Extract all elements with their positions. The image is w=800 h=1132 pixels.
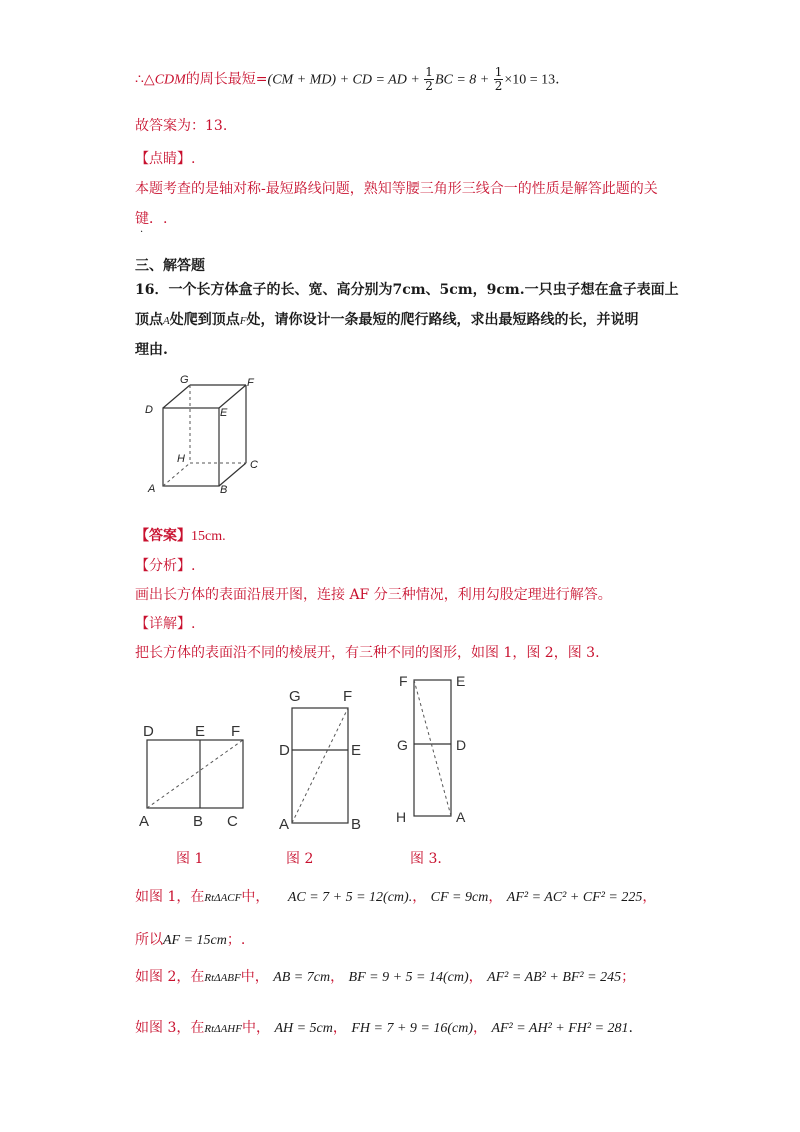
- vertex-a: A: [163, 315, 170, 327]
- fig3-label-f: F: [399, 673, 408, 689]
- fig3-label-d: D: [456, 737, 467, 753]
- figure-1-caption: 图 1: [176, 851, 204, 867]
- triangle-cdm: CDM: [154, 72, 186, 88]
- solution-2: 如图 2，在RtΔABF中， AB = 7cm， BF = 9 + 5 = 14(cm)， AF² = AB² + BF² = 245；: [135, 969, 636, 985]
- problem-line-2: [135, 309, 638, 329]
- sol1-eq-af: AF² = AC² + CF² = 225: [506, 890, 643, 905]
- fraction-den: 2: [425, 79, 433, 93]
- solution-1b: [135, 929, 245, 949]
- formula-part-a: (CM + MD) + CD = AD +: [267, 72, 424, 88]
- sol1b-end: ；.: [226, 932, 246, 948]
- label-e: E: [220, 407, 228, 419]
- dianjing-label: 【点睛】.: [135, 151, 196, 167]
- sol2-eq-bf: BF = 9 + 5 = 14(cm): [348, 970, 469, 985]
- problem-text: 处爬到顶点: [169, 312, 240, 328]
- fig1-label-f: F: [231, 723, 241, 740]
- fig2-label-f: F: [343, 688, 353, 705]
- label-a: A: [148, 483, 156, 495]
- label-d: D: [145, 404, 153, 416]
- vertex-f: F: [239, 315, 247, 327]
- sol1-eq-cf: CF = 9cm: [430, 890, 489, 905]
- therefore-line: [135, 66, 560, 93]
- sol3-prefix: 如图 3，在: [135, 1020, 205, 1036]
- fig1-label-a: A: [139, 813, 150, 830]
- detail-label: 【详解】.: [135, 616, 196, 632]
- figure-1: [135, 718, 255, 833]
- fraction-den: 2: [494, 79, 503, 93]
- figure-2: [275, 683, 375, 833]
- therefore-symbol: ∴△: [135, 71, 155, 88]
- sol2-triangle: RtΔABF: [204, 972, 241, 984]
- fig2-label-g: G: [289, 688, 301, 705]
- perimeter-text: 的周长最短=: [185, 71, 268, 88]
- label-g: G: [180, 374, 189, 386]
- sol1-eq-ac: AC = 7 + 5 = 12(cm).: [287, 890, 413, 905]
- problem-line-3: 理由.: [135, 342, 168, 358]
- answer-line: [135, 525, 226, 545]
- fig3-label-a: A: [456, 809, 466, 825]
- sol2-eq-ab: AB = 7cm: [273, 970, 331, 985]
- fig1-label-e: E: [195, 723, 206, 740]
- figure-3-caption: 图 3.: [410, 851, 442, 867]
- sol3-eq-fh: FH = 7 + 9 = 16(cm): [351, 1021, 473, 1036]
- detail-text: 把长方体的表面沿不同的棱展开，有三种不同的图形，如图 1，图 2，图 3.: [135, 645, 600, 661]
- label-f: F: [247, 377, 254, 389]
- sol1-triangle: RtΔACF: [204, 892, 242, 904]
- fig3-label-e: E: [456, 673, 466, 689]
- sol3-mid: 中，: [241, 1020, 270, 1036]
- formula-part-b: BC = 8 +: [434, 72, 493, 88]
- solution-1: 如图 1，在RtΔACF中， AC = 7 + 5 = 12(cm).， CF = 9cm， AF² = AC² + CF² = 225，: [135, 889, 657, 905]
- fig3-label-h: H: [396, 809, 407, 825]
- fraction-num: 1: [494, 65, 503, 79]
- label-h: H: [177, 453, 185, 465]
- figure-3: [390, 672, 480, 832]
- answer-prev: 故答案为：13.: [135, 118, 228, 134]
- fig2-label-a: A: [279, 816, 290, 833]
- fig3-label-g: G: [397, 737, 408, 753]
- fig2-label-e: E: [351, 742, 362, 759]
- label-c: C: [250, 459, 258, 471]
- sol3-eq-af: AF² = AH² + FH² = 281: [491, 1021, 629, 1036]
- cuboid-diagram: [140, 372, 280, 502]
- sol1b-prefix: 所以: [135, 932, 163, 948]
- problem-line-1: 16．一个长方体盒子的长、宽、高分别为7cm、5cm，9cm.一只虫子想在盒子表面上: [135, 282, 679, 298]
- answer-label: 【答案】: [135, 528, 191, 544]
- fig2-label-b: B: [351, 816, 362, 833]
- fig1-label-b: B: [193, 813, 204, 830]
- sol1-end: ，: [642, 889, 657, 905]
- figure-2-caption: 图 2: [286, 851, 314, 867]
- analysis-label: 【分析】.: [135, 558, 196, 574]
- solution-3: 如图 3，在RtΔAHF中， AH = 5cm， FH = 7 + 9 = 16(cm)， AF² = AH² + FH² = 281.: [135, 1020, 633, 1036]
- sol2-end: ；: [621, 969, 636, 985]
- label-b: B: [220, 484, 228, 496]
- cuboid-front-face: [163, 408, 219, 486]
- sol2-eq-af: AF² = AB² + BF² = 245: [487, 970, 622, 985]
- sol3-end: .: [628, 1020, 633, 1036]
- comment-line-1: 本题考查的是轴对称-最短路线问题，熟知等腰三角形三线合一的性质是解答此题的关: [135, 181, 658, 197]
- section-title: 三、解答题: [135, 258, 205, 274]
- fig1-label-c: C: [227, 813, 238, 830]
- sol2-prefix: 如图 2，在: [135, 969, 205, 985]
- sol2-mid: 中，: [240, 969, 269, 985]
- sol3-eq-ah: AH = 5cm: [274, 1021, 333, 1036]
- fraction-num: 1: [425, 65, 433, 79]
- problem-text: 处，请你设计一条最短的爬行路线，求出最短路线的长，并说明: [246, 312, 639, 328]
- fraction-1: [424, 66, 434, 93]
- fig2-label-d: D: [279, 742, 290, 759]
- fraction-2: [494, 66, 504, 93]
- analysis-text: 画出长方体的表面沿展开图，连接 AF 分三种情况，利用勾股定理进行解答。: [135, 587, 612, 603]
- formula-part-c: ×10 = 13: [504, 72, 556, 88]
- sol1-mid: 中，: [241, 889, 270, 905]
- sol3-triangle: RtΔAHF: [204, 1023, 242, 1035]
- stray-dot: .: [140, 224, 144, 235]
- problem-text: 顶点: [135, 312, 163, 328]
- comment-line-2: 键．.: [135, 211, 168, 227]
- fig1-label-d: D: [143, 723, 154, 740]
- answer-value: 15cm.: [191, 529, 226, 544]
- formula-end: .: [555, 71, 560, 88]
- sol1b-eq: AF = 15cm: [163, 933, 227, 948]
- sol1-prefix: 如图 1，在: [135, 889, 205, 905]
